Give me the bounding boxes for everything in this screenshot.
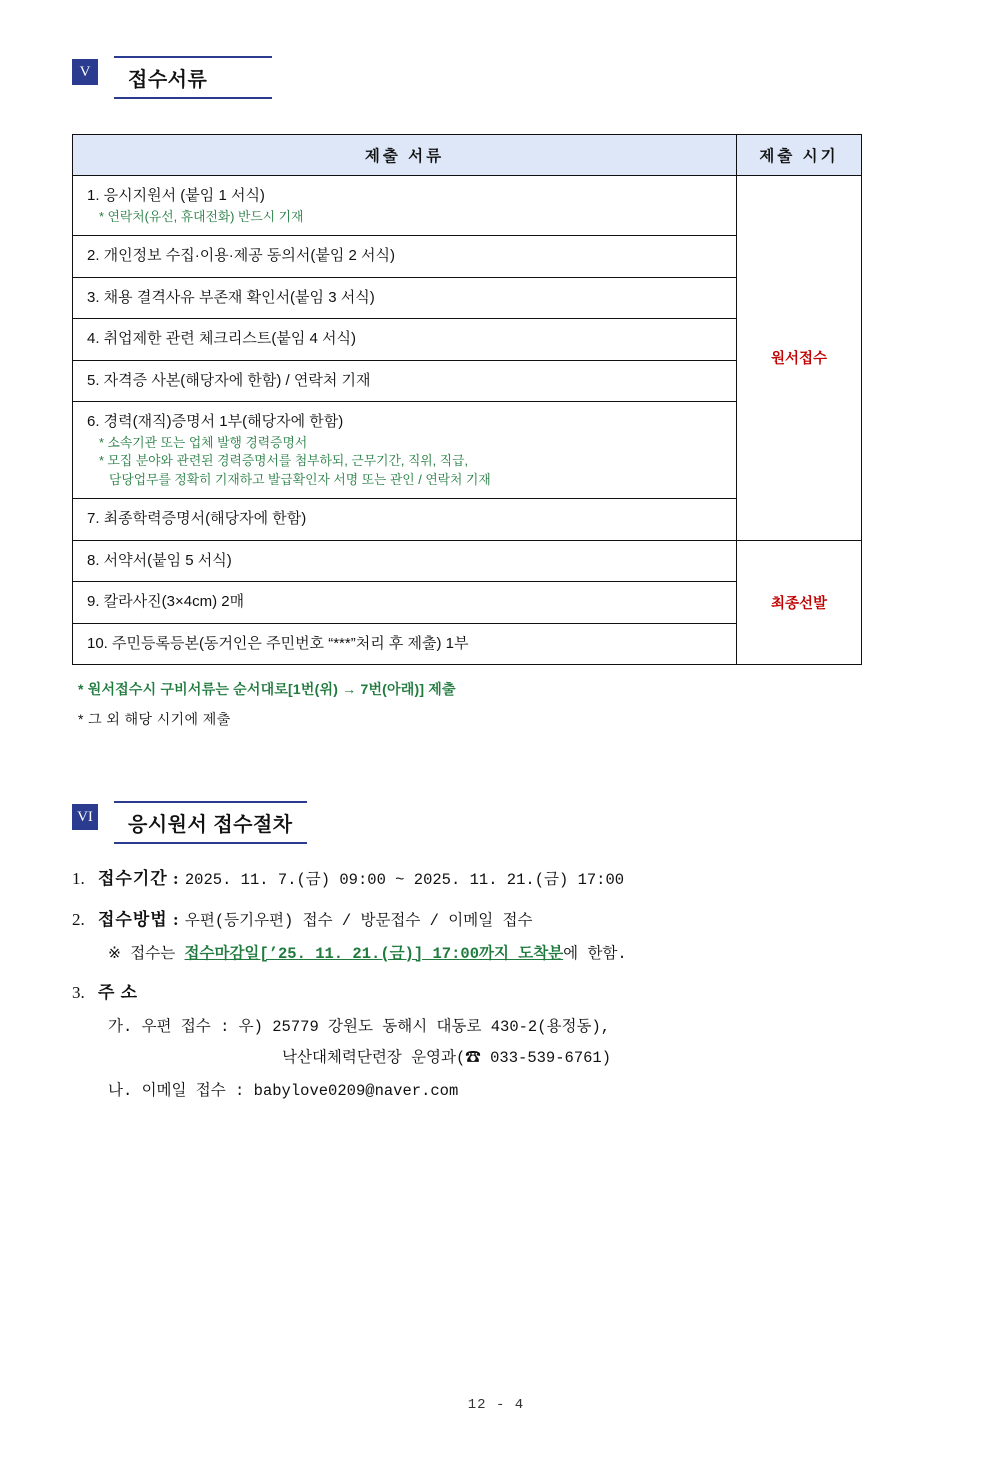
- document-main-text: 9. 칼라사진(3×4cm) 2매: [87, 593, 245, 611]
- section-number-badge: VI: [72, 804, 98, 830]
- section-title: 응시원서 접수절차: [128, 814, 293, 837]
- list-item: [72, 980, 920, 1103]
- document-cell: [73, 236, 737, 278]
- document-cell: [73, 360, 737, 402]
- column-header-timing: 제출 시기: [737, 135, 862, 176]
- document-note: * 소속기관 또는 업체 발행 경력증명서: [99, 434, 308, 450]
- item-subnote: [108, 942, 920, 967]
- document-main-text: 2. 개인정보 수집·이용·제공 동의서(붙임 2 서식): [87, 247, 396, 265]
- address-line-email: 나. 이메일 접수 : babylove0209@naver.com: [108, 1081, 459, 1100]
- note-mark: ※: [108, 944, 121, 962]
- item-label: 주 소: [98, 983, 139, 1003]
- timing-cell-final-selection: 최종선발: [737, 540, 862, 665]
- column-header-documents: 제출 서류: [73, 135, 737, 176]
- item-number: 1.: [72, 869, 85, 889]
- item-number: 3.: [72, 983, 85, 1003]
- list-item: [72, 866, 920, 893]
- document-main-text: 5. 자격증 사본(해당자에 한함) / 연락처 기재: [87, 371, 371, 389]
- section-title-box: [114, 801, 307, 844]
- document-note: * 모집 분야와 관련된 경력증명서를 첨부하되, 근무기간, 직위, 직급,: [99, 453, 469, 469]
- document-main-text: 8. 서약서(붙임 5 서식): [87, 551, 232, 569]
- section-heading-receipt-documents: [72, 56, 920, 99]
- document-cell: [73, 319, 737, 361]
- item-value: 우편(등기우편) 접수 / 방문접수 / 이메일 접수: [184, 911, 533, 930]
- item-separator: :: [167, 869, 185, 889]
- item-value: 2025. 11. 7.(금) 09:00 ~ 2025. 11. 21.(금) 17:00: [184, 871, 625, 890]
- document-main-text: 1. 응시지원서 (붙임 1 서식): [87, 187, 265, 204]
- footnote-order: * 원서접수시 구비서류는 순서대로[1번(위) → 7번(아래)] 제출: [78, 681, 456, 698]
- note-highlight: 접수마감일[’25. 11. 21.(금)] 17:00까지 도착분: [184, 944, 564, 963]
- documents-table: [72, 134, 862, 665]
- procedure-list: [72, 866, 920, 1103]
- document-note: * 연락처(유선, 휴대전화) 반드시 기재: [99, 208, 304, 224]
- address-line-mail: 가. 우편 접수 : 우) 25779 강원도 동해시 대동로 430-2(용정동),: [108, 1018, 611, 1037]
- table-footnotes: [78, 679, 920, 729]
- document-cell: [73, 277, 737, 319]
- document-cell: [73, 499, 737, 541]
- document-page: [0, 56, 992, 1459]
- section-title: 접수서류: [128, 69, 208, 91]
- note-pre: 접수는: [121, 944, 185, 963]
- note-post: 에 한함.: [563, 944, 627, 963]
- address-line-office: 낙산대체력단련장 운영과(☎ 033-539-6761): [282, 1049, 612, 1068]
- section-title-box: [114, 56, 272, 99]
- section-number-badge: V: [72, 59, 98, 85]
- documents-table-body: [73, 176, 862, 665]
- timing-cell-application: 원서접수: [737, 176, 862, 541]
- item-label: 접수방법: [98, 909, 168, 929]
- document-cell: [73, 623, 737, 665]
- item-label: 접수기간: [98, 869, 168, 889]
- page-number: 12 - 4: [467, 1397, 525, 1413]
- document-cell: [73, 402, 737, 499]
- footnote-other: * 그 외 해당 시기에 제출: [78, 711, 231, 728]
- document-main-text: 7. 최종학력증명서(해당자에 한함): [87, 510, 307, 528]
- document-note: 담당업무를 정확히 기재하고 발급확인자 서명 또는 관인 / 연락처 기재: [109, 471, 491, 487]
- document-cell: [73, 540, 737, 582]
- document-main-text: 6. 경력(재직)증명서 1부(해당자에 한함): [87, 413, 344, 431]
- documents-table-head: [73, 135, 862, 176]
- document-main-text: 10. 주민등록등본(동거인은 주민번호 “***”처리 후 제출) 1부: [87, 634, 469, 652]
- item-separator: :: [167, 909, 185, 929]
- table-row: [73, 176, 862, 236]
- table-row: [73, 540, 862, 582]
- table-header-row: [73, 135, 862, 176]
- section-heading-application-procedure: [72, 801, 920, 844]
- document-cell: [73, 582, 737, 624]
- document-main-text: 4. 취업제한 관련 체크리스트(붙임 4 서식): [87, 330, 357, 348]
- item-number: 2.: [72, 909, 85, 929]
- document-cell: [73, 176, 737, 236]
- list-item: [72, 907, 920, 967]
- document-main-text: 3. 채용 결격사유 부존재 확인서(붙임 3 서식): [87, 288, 375, 306]
